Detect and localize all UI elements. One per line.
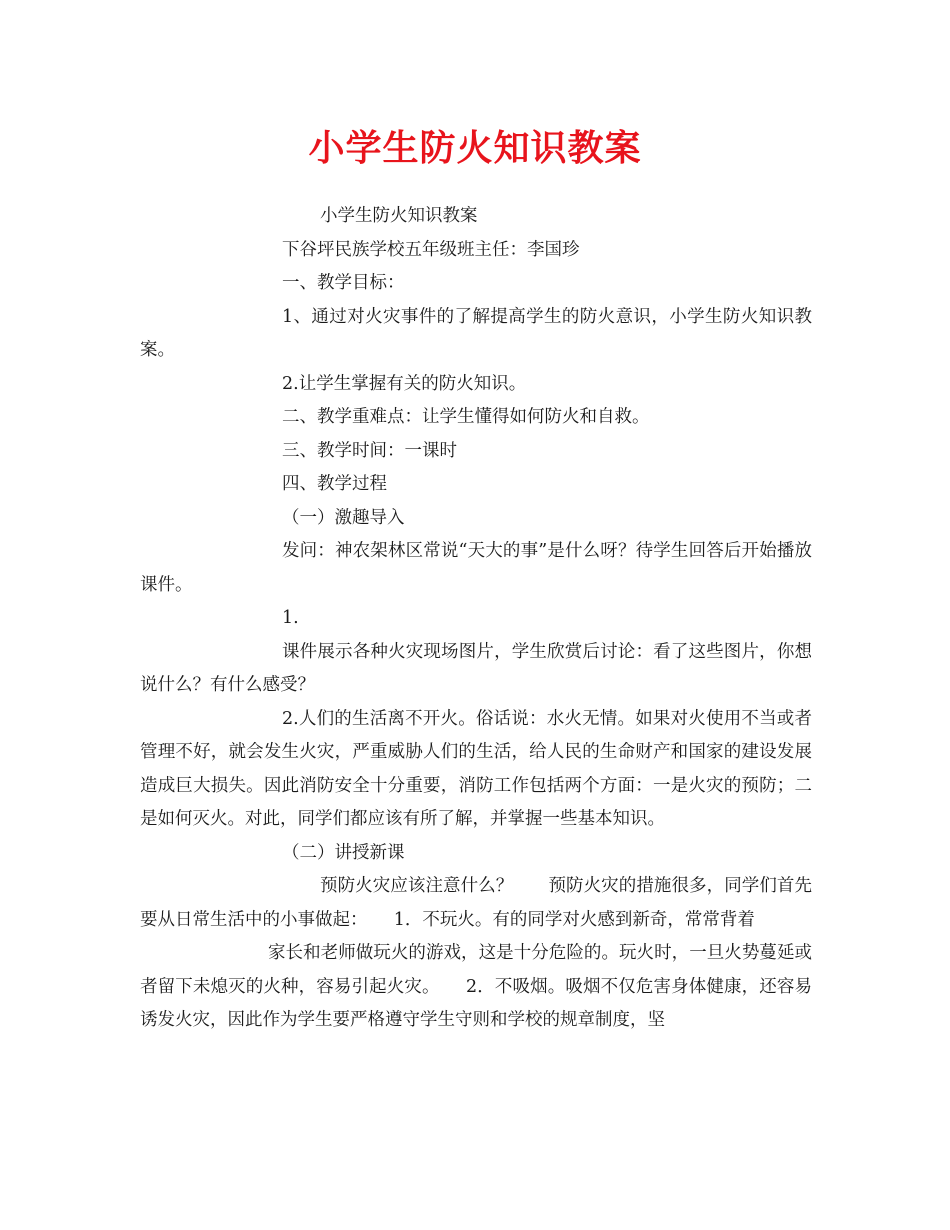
section-heading: 四、教学过程 (282, 474, 387, 494)
document-body (140, 200, 812, 1038)
paragraph: 发问：神农架林区常说“天大的事”是什么呀？待学生回答后开始播放课件。 (140, 541, 812, 595)
author-paragraph: 下谷坪民族学校五年级班主任：李国珍 (282, 239, 580, 260)
section-heading: 二、教学重难点：让学生懂得如何防火和自救。 (282, 407, 650, 427)
paragraph: 2.人们的生活离不开火。俗话说：水火无情。如果对火使用不当或者管理不好，就会发生火灾，严重威胁人们的生活，给人民的生命财产和国家的建设发展造成巨大损失。因此消防安全十分重要，消防工作包括两个方面：一是火灾的预防；二是如何灭火。对此，同学们都应该有所了解，并掌握一些基本知识。 (140, 708, 812, 829)
section-heading: 一、教学目标： (282, 273, 405, 293)
paragraph: 1、通过对火灾事件的了解提高学生的防火意识，小学生防火知识教案。 (140, 306, 812, 360)
subsection-heading: （二）讲授新课 (282, 842, 405, 863)
paragraph: 2.让学生掌握有关的防火知识。 (282, 373, 527, 394)
paragraph: 预防火灾应该注意什么？ 预防火灾的措施很多，同学们首先要从日常生活中的小事做起： 1．不玩火。有的同学对火感到新奇，常常背着 (140, 876, 812, 930)
document-title: 小学生防火知识教案 (308, 127, 642, 169)
subtitle-paragraph: 小学生防火知识教案 (320, 206, 478, 226)
paragraph: 课件展示各种火灾现场图片，学生欣赏后讨论：看了这些图片，你想说什么？有什么感受？ (140, 641, 812, 695)
subsection-heading: （一）激趣导入 (282, 507, 405, 528)
paragraph: 1. (282, 608, 299, 628)
section-heading: 三、教学时间：一课时 (282, 440, 457, 461)
paragraph: 家长和老师做玩火的游戏，这是十分危险的。玩火时，一旦火势蔓延或者留下未熄灭的火种，容易引起火灾。 2．不吸烟。吸烟不仅危害身体健康，还容易诱发火灾，因此作为学生要严格遵守学生守则和学校的规章制度，坚 (140, 943, 812, 1030)
